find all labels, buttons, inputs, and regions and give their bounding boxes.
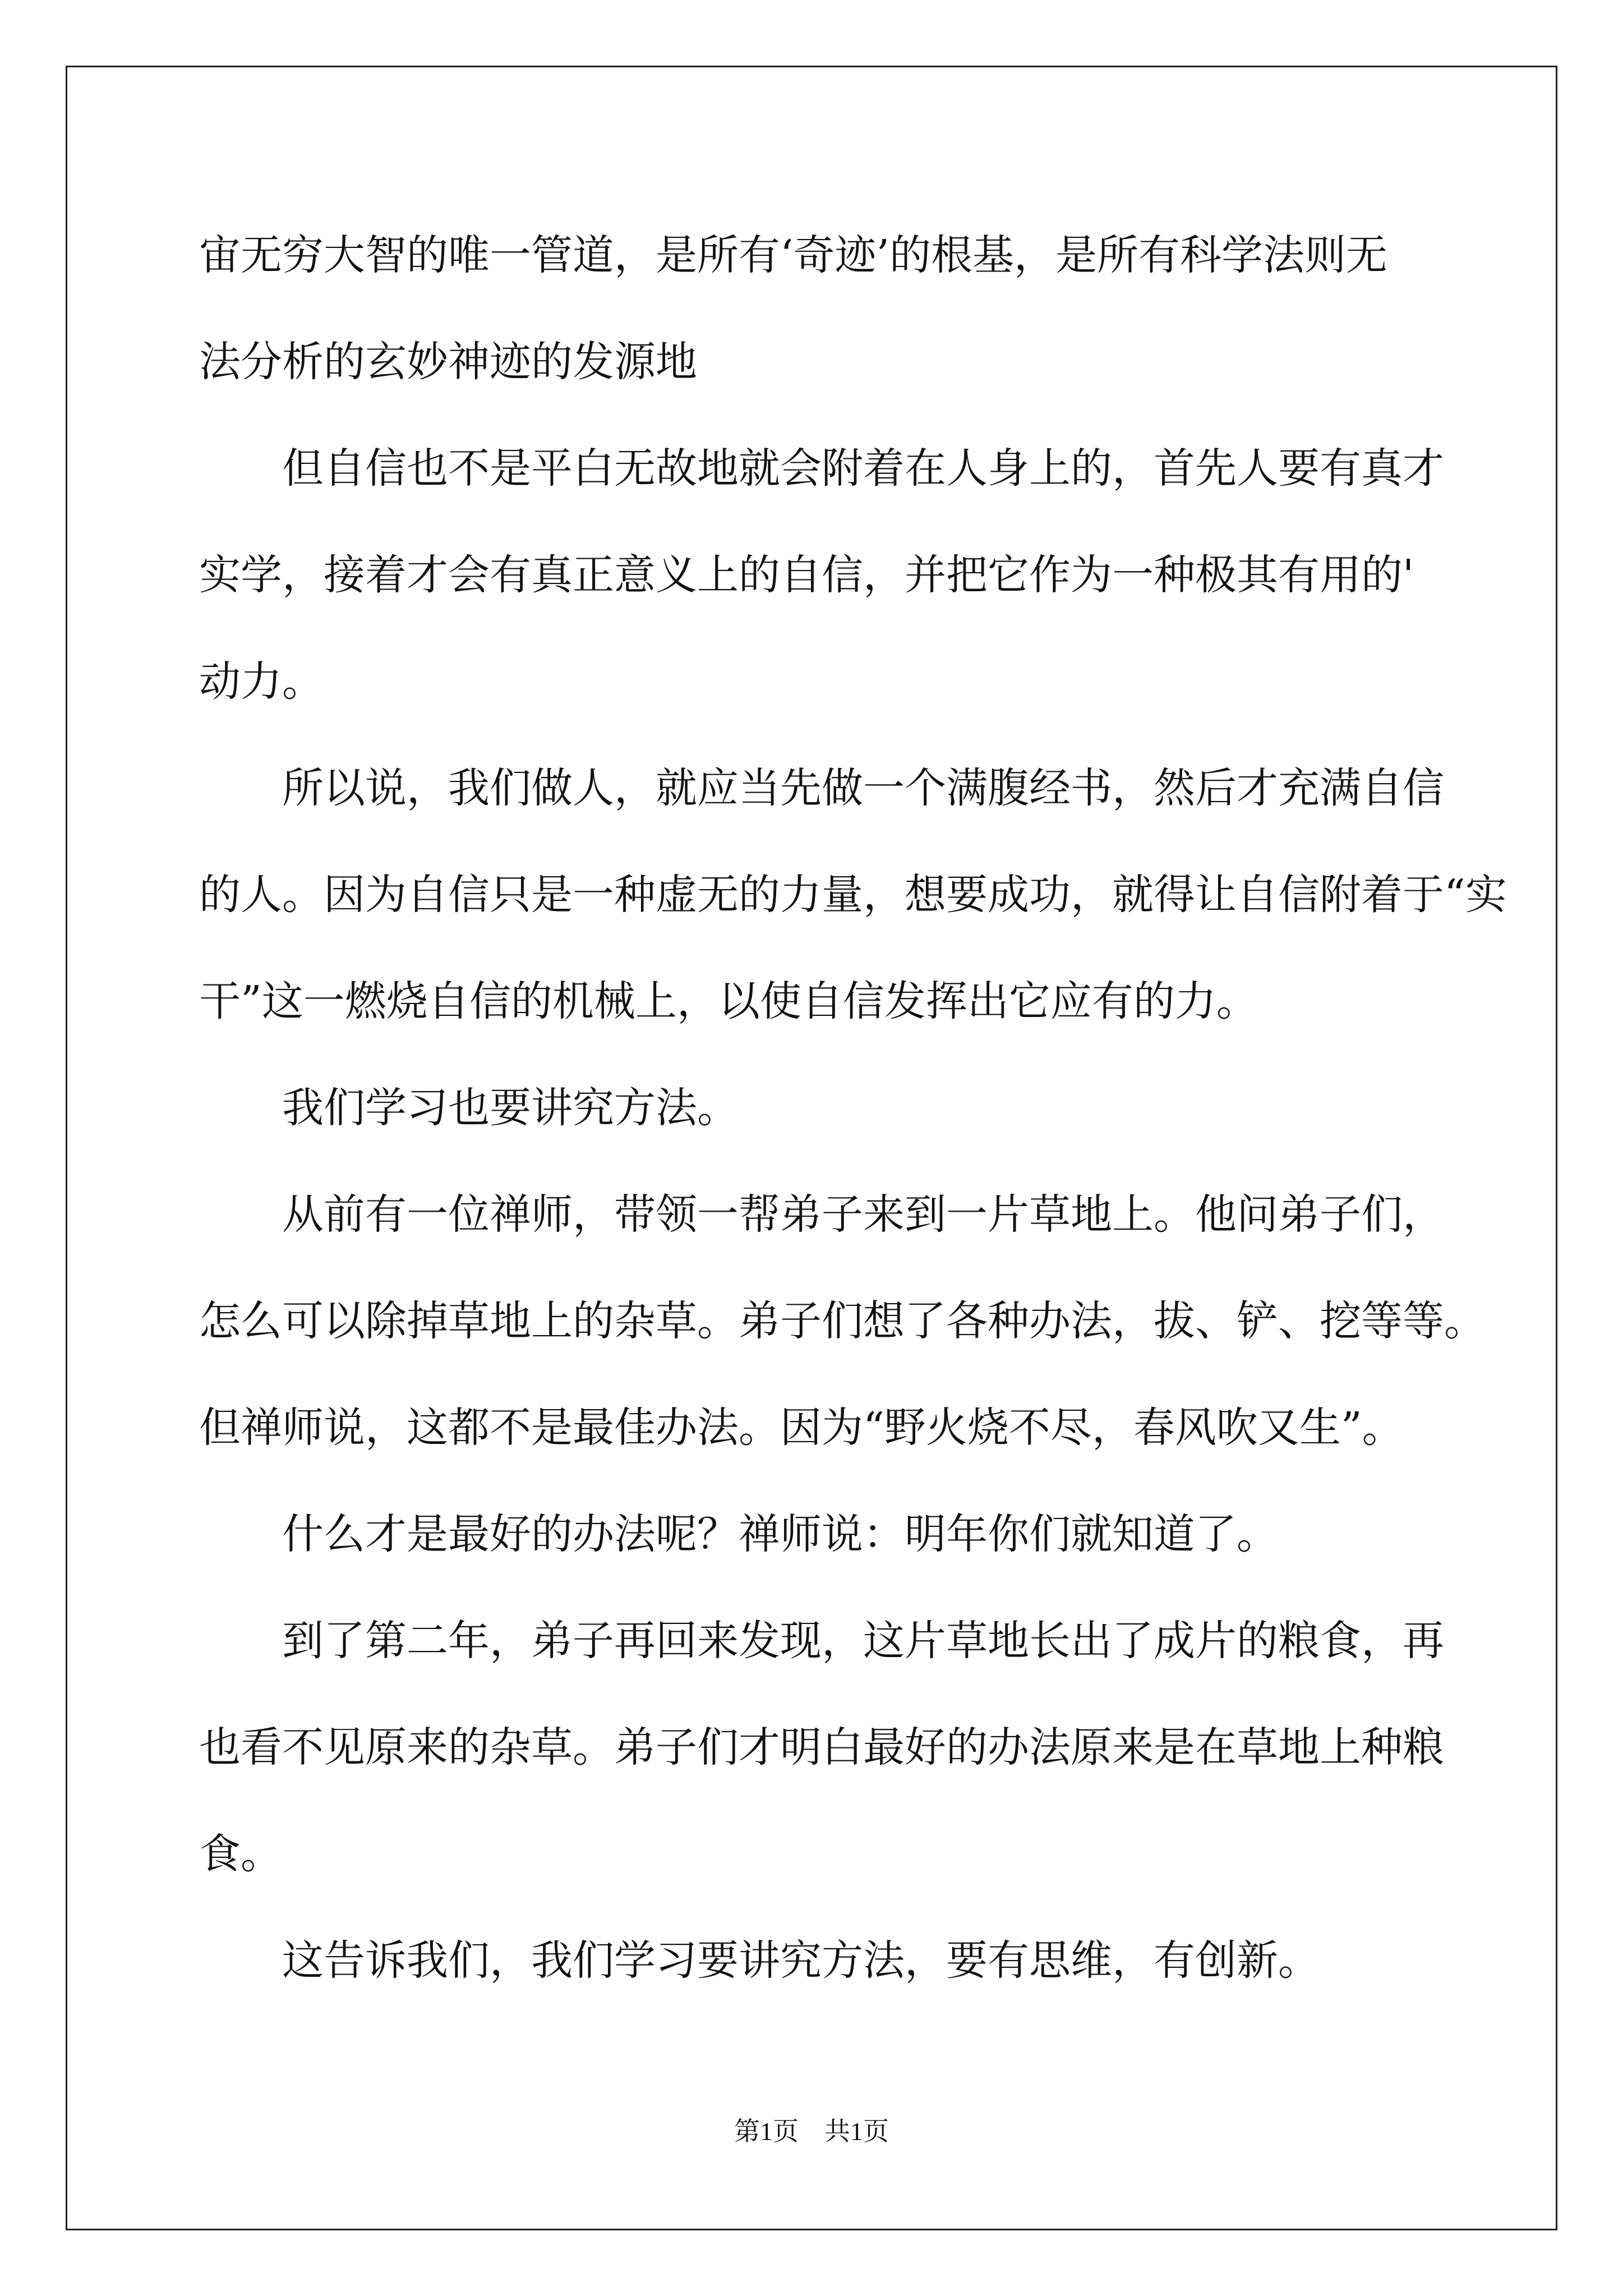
text-line-16: 食。 <box>199 1830 282 1878</box>
text-line-8: 干”这一燃烧自信的机械上，以使自信发挥出它应有的力。 <box>199 977 1258 1025</box>
text-line-2: 法分析的玄妙神迹的发源地 <box>199 338 697 386</box>
text-line-4: 实学，接着才会有真正意义上的自信，并把它作为一种极其有用的' <box>199 551 1414 599</box>
page-footer: 第1页 共1页 <box>734 2117 889 2146</box>
text-line-6: 所以说，我们做人，就应当先做一个满腹经书，然后才充满自信 <box>282 764 1444 812</box>
text-line-13: 什么才是最好的办法呢？禅师说：明年你们就知道了。 <box>282 1510 1278 1558</box>
text-line-9: 我们学习也要讲究方法。 <box>282 1084 739 1132</box>
text-line-10: 从前有一位禅师，带领一帮弟子来到一片草地上。他问弟子们， <box>282 1190 1444 1239</box>
text-line-3: 但自信也不是平白无故地就会附着在人身上的，首先人要有真才 <box>282 444 1444 493</box>
text-line-11: 怎么可以除掉草地上的杂草。弟子们想了各种办法，拔、铲、挖等等。 <box>199 1297 1486 1345</box>
text-line-5: 动力。 <box>199 657 324 706</box>
text-line-14: 到了第二年，弟子再回来发现，这片草地长出了成片的粮食，再 <box>282 1617 1444 1665</box>
text-line-17: 这告诉我们，我们学习要讲究方法，要有思维，有创新。 <box>282 1936 1320 1985</box>
text-line-7: 的人。因为自信只是一种虚无的力量，想要成功，就得让自信附着于“实 <box>199 871 1507 919</box>
text-line-12: 但禅师说，这都不是最佳办法。因为“野火烧不尽，春风吹又生”。 <box>199 1404 1404 1452</box>
text-line-15: 也看不见原来的杂草。弟子们才明白最好的办法原来是在草地上种粮 <box>199 1723 1444 1772</box>
text-line-1: 宙无穷大智的唯一管道，是所有‘奇迹’的根基，是所有科学法则无 <box>199 231 1388 279</box>
